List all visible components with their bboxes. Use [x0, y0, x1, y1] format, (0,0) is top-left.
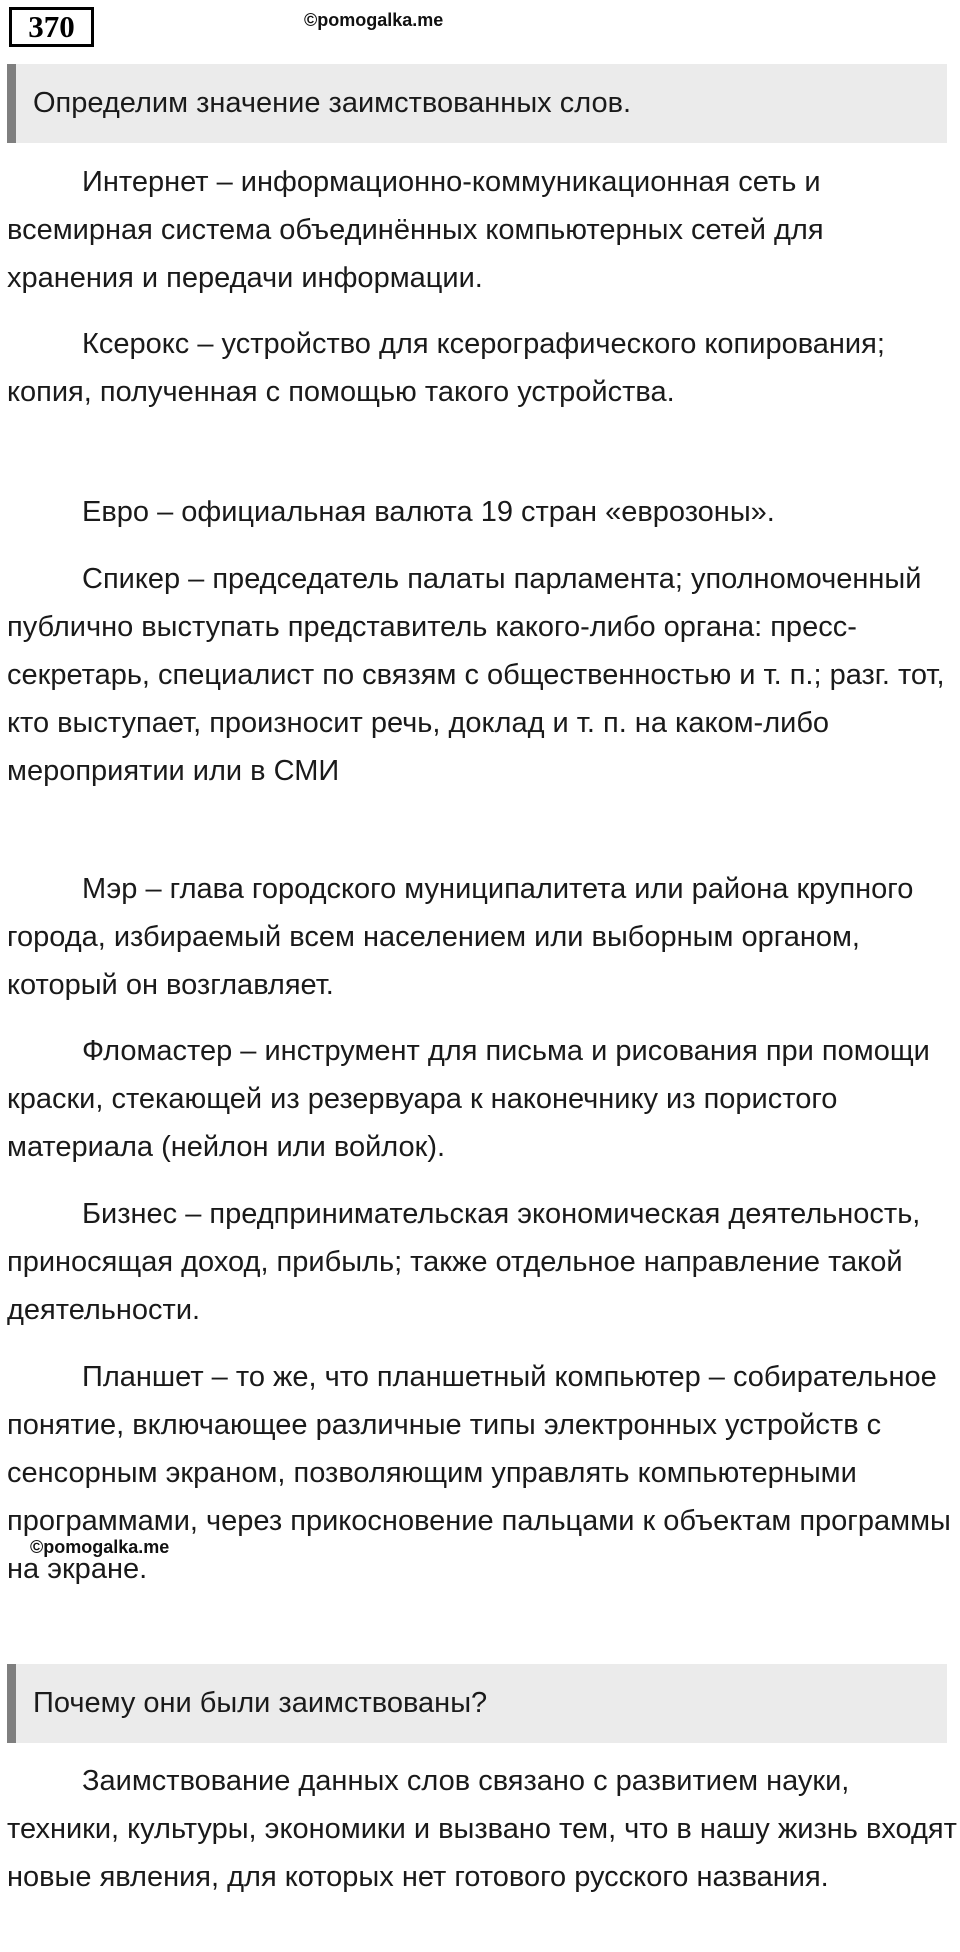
paragraph-euro: Евро – официальная валюта 19 стран «еврозоны». — [82, 496, 775, 528]
paragraph-marker: Фломастер – инструмент для письма и рисования при помощи краски, стекающей из резервуара к наконечнику из пористого материала (нейлон или войлок). — [7, 1035, 930, 1163]
paragraph-xerox: Ксерокс – устройство для ксерографического копирования; копия, полученная с помощью такого устройства. — [7, 328, 885, 408]
task-number: 370 — [9, 7, 94, 47]
paragraph-business: Бизнес – предпринимательская экономическая деятельность, приносящая доход, прибыль; также отдельное направление такой деятельности. — [7, 1198, 921, 1326]
section-header-why-borrowed: Почему они были заимствованы? — [7, 1664, 947, 1743]
paragraph-mayor: Мэр – глава городского муниципалитета или района крупного города, избираемый всем населением или выборным органом, который он возглавляет. — [7, 873, 914, 1001]
paragraph-speaker: Спикер – председатель палаты парламента; уполномоченный публично выступать представитель какого-либо органа: пресс-секретарь, специалист по связям с общественностью и т. п.; разг. тот, кто выступает, произносит речь, доклад и т. п. на каком-либо мероприятии или в СМИ — [7, 563, 945, 787]
paragraph-tablet: Планшет – то же, что планшетный компьютер – собирательное понятие, включающее различные типы электронных устройств с сенсорным экраном, позволяющим управлять компьютерными программами, через прикосновение пальцами к объектам программы на экране. — [7, 1361, 951, 1585]
paragraph-answer: Заимствование данных слов связано с развитием науки, техники, культуры, экономики и вызвано тем, что в нашу жизнь входят новые явления, для которых нет готового русского названия. — [7, 1765, 957, 1893]
watermark-top: ©pomogalka.me — [304, 10, 444, 30]
watermark-middle: ©pomogalka.me — [30, 1537, 170, 1557]
paragraph-internet: Интернет – информационно-коммуникационная сеть и всемирная система объединённых компьютерных сетей для хранения и передачи информации. — [7, 166, 824, 294]
section-header-definitions: Определим значение заимствованных слов. — [7, 64, 947, 143]
